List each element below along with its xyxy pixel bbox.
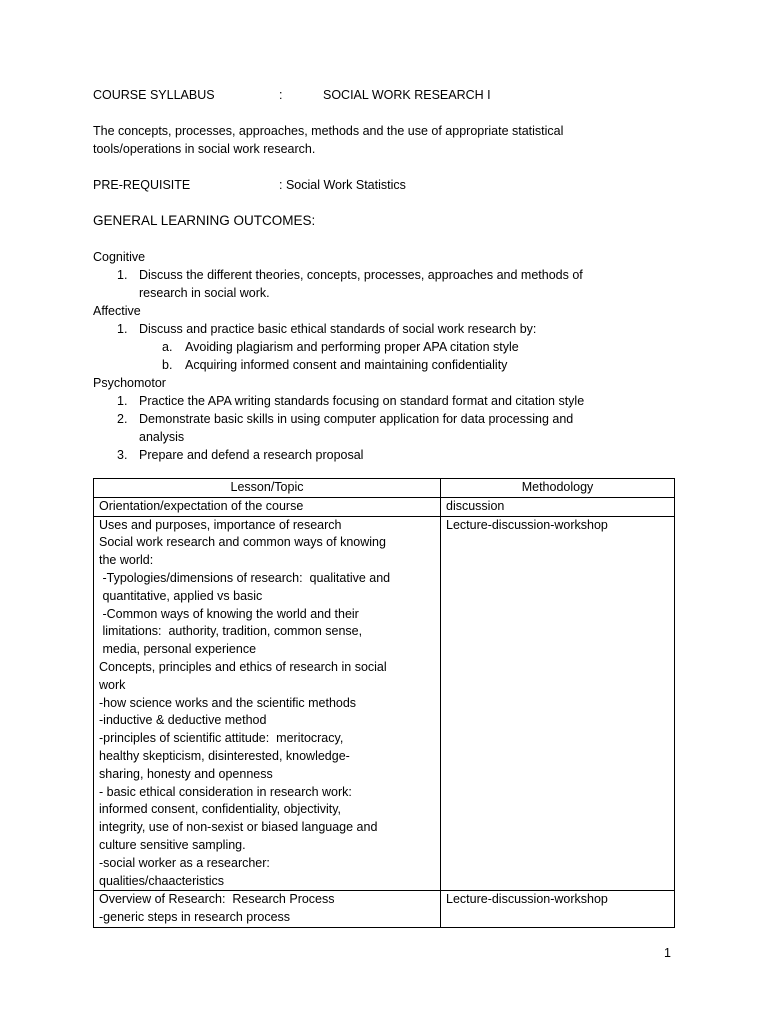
topic-line: -Common ways of knowing the world and their — [99, 606, 359, 621]
outcomes-title: GENERAL LEARNING OUTCOMES: — [93, 213, 316, 228]
table-row — [94, 516, 675, 891]
topic-line: quantitative, applied vs basic — [99, 588, 263, 603]
table-row — [94, 891, 675, 928]
affective-item: 1. Discuss and practice basic ethical standards of social work research by: — [117, 322, 537, 336]
topic-line: -inductive & deductive method — [99, 713, 267, 728]
lesson-topic-cell — [94, 497, 441, 516]
topic-line: integrity, use of non-sexist or biased language and — [99, 820, 378, 835]
topic-line: -how science works and the scientific methods — [99, 695, 357, 710]
topic-line: Orientation/expectation of the course — [99, 498, 304, 513]
topic-line: healthy skepticism, disinterested, knowledge- — [99, 748, 350, 763]
outcomes-section — [93, 248, 683, 464]
topic-line: culture sensitive sampling. — [99, 837, 246, 852]
course-title: SOCIAL WORK RESEARCH I — [323, 88, 491, 102]
description-line: The concepts, processes, approaches, methods and the use of appropriate statistical — [93, 124, 564, 138]
prereq-label: PRE-REQUISITE — [93, 178, 191, 192]
topic-line: sharing, honesty and openness — [99, 766, 273, 781]
affective-title: Affective — [93, 304, 141, 318]
topic-line: the world: — [99, 553, 154, 568]
document-page — [93, 86, 683, 464]
course-description — [93, 122, 683, 158]
page-number: 1 — [664, 946, 671, 960]
table-row — [94, 497, 675, 516]
topic-line: -principles of scientific attitude: meritocracy, — [99, 731, 344, 746]
methodology-cell: discussion — [441, 497, 675, 516]
table-header-row — [94, 479, 675, 498]
header-methodology: Methodology — [441, 479, 675, 498]
psychomotor-item: 2. Demonstrate basic skills in using computer application for data processing and analysis — [117, 412, 574, 444]
lesson-topic-cell — [94, 516, 441, 891]
affective-subitem: a. Avoiding plagiarism and performing proper APA citation style — [162, 340, 519, 354]
prerequisite — [93, 176, 683, 194]
course-colon: : — [279, 88, 283, 102]
topic-line: work — [99, 677, 126, 692]
table-body — [94, 497, 675, 927]
description-line: tools/operations in social work research. — [93, 142, 316, 156]
topic-line: qualities/chaacteristics — [99, 873, 225, 888]
methodology-cell: Lecture-discussion-workshop — [441, 516, 675, 891]
methodology-cell: Lecture-discussion-workshop — [441, 891, 675, 928]
syllabus-table — [93, 478, 675, 928]
topic-line: Social work research and common ways of knowing — [99, 535, 386, 550]
topic-line: Uses and purposes, importance of research — [99, 517, 342, 532]
topic-line: Overview of Research: Research Process — [99, 892, 335, 907]
topic-line: - basic ethical consideration in research work: — [99, 784, 352, 799]
psychomotor-item: 1. Practice the APA writing standards focusing on standard format and citation style — [117, 394, 585, 408]
topic-line: informed consent, confidentiality, objectivity, — [99, 802, 342, 817]
psychomotor-title: Psychomotor — [93, 376, 166, 390]
topic-line: media, personal experience — [99, 642, 257, 657]
topic-line: -Typologies/dimensions of research: qualitative and — [99, 570, 391, 585]
cognitive-title: Cognitive — [93, 250, 146, 264]
cognitive-item: 1. Discuss the different theories, concepts, processes, approaches and methods of research in social work. — [117, 268, 583, 300]
psychomotor-item: 3. Prepare and defend a research proposal — [117, 448, 364, 462]
topic-line: -social worker as a researcher: — [99, 855, 270, 870]
course-header — [93, 86, 683, 104]
topic-line: limitations: authority, tradition, common sense, — [99, 624, 363, 639]
topic-line: Concepts, principles and ethics of research in social — [99, 659, 387, 674]
topic-line: -generic steps in research process — [99, 910, 291, 925]
lesson-topic-cell — [94, 891, 441, 928]
header-lesson-topic: Lesson/Topic — [94, 479, 441, 498]
course-label: COURSE SYLLABUS — [93, 88, 215, 102]
prereq-value: : Social Work Statistics — [279, 178, 406, 192]
affective-subitem: b. Acquiring informed consent and maintaining confidentiality — [162, 358, 508, 372]
